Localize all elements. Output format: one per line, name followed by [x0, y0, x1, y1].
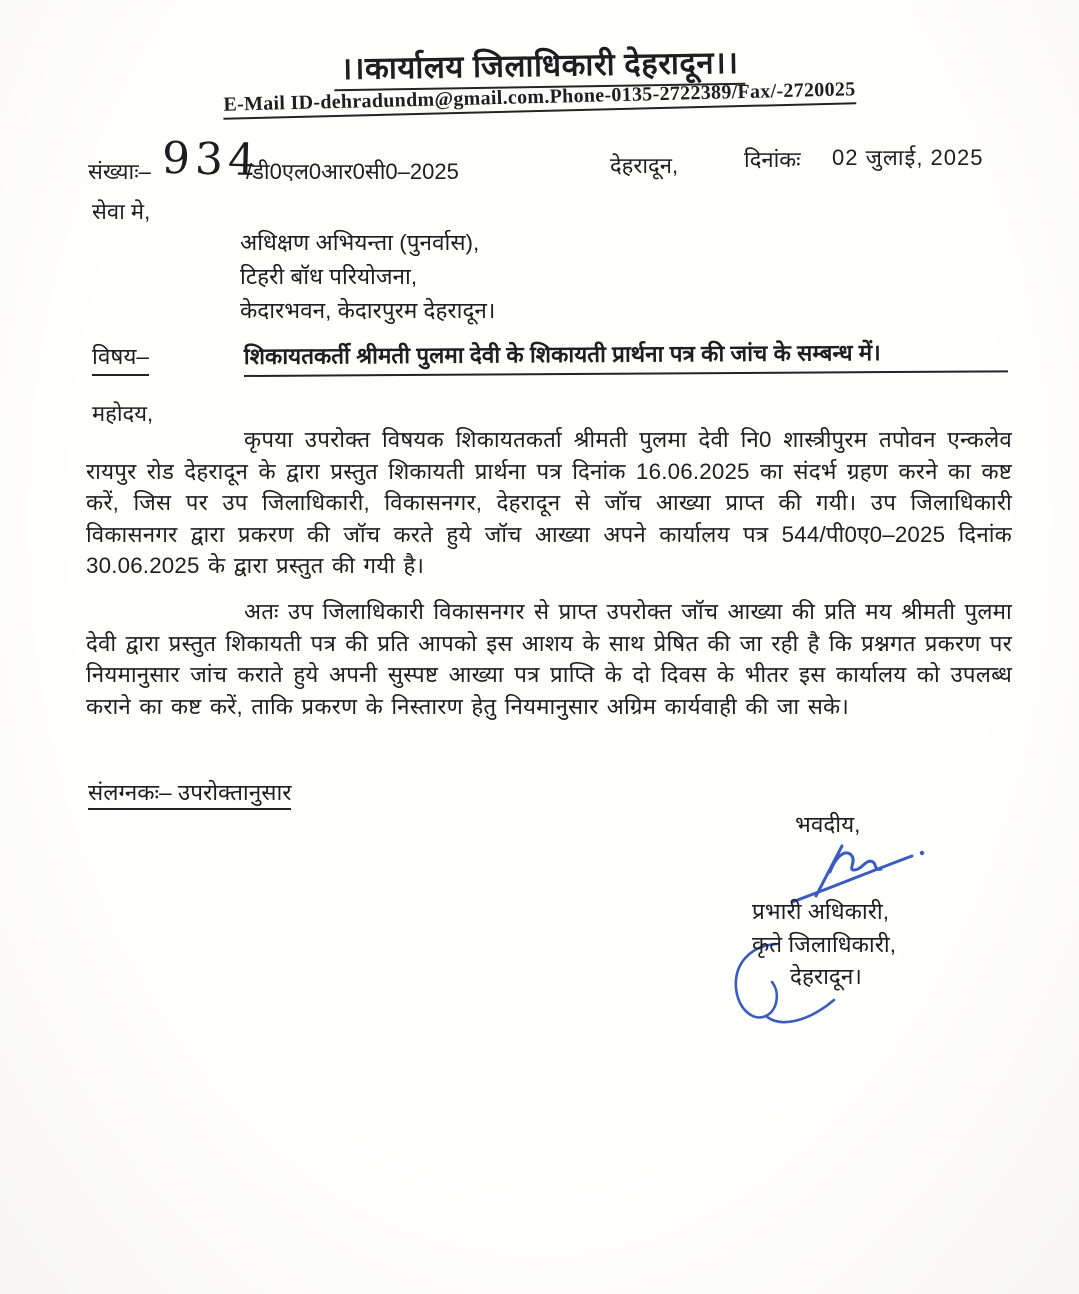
- closing-word: भवदीय,: [795, 812, 861, 837]
- reference-number-handwritten: 934: [161, 132, 262, 187]
- signatory-line: प्रभारी अधिकारी,: [752, 899, 889, 924]
- reference-number-label: संख्याः–: [88, 159, 151, 184]
- enclosure-value: उपरोक्तानुसार: [177, 780, 292, 805]
- addressee-line: टिहरी बॉध परियोजना,: [240, 264, 418, 289]
- addressee-block: [240, 226, 495, 328]
- salutation-to: सेवा मे,: [92, 199, 151, 224]
- office-title-text: ।।कार्यालय जिलाधिकारी देहरादून।।: [334, 45, 745, 91]
- enclosure-label: संलग्नकः–: [88, 780, 172, 805]
- enclosure-line: [88, 776, 291, 807]
- date-label: दिनांकः: [744, 147, 801, 172]
- reference-place: देहरादून,: [610, 153, 679, 178]
- greeting: महोदय,: [92, 401, 154, 426]
- body-paragraph-2: अतः उप जिलाधिकारी विकासनगर से प्राप्त उपरोक्त जॉच आख्या की प्रति मय श्रीमती पुलमा देवी द्वारा प्रस्तुत शिकायती पत्र की प्रति आपको इस आशय के साथ प्रेषित की जा रही है कि प्रश्नगत प्रकरण पर नियमानुसार जांच कराते हुये अपनी सुस्पष्ट आख्या पत्र प्राप्ति के दो दिवस के भीतर इस कार्यालय को उपलब्ध कराने का कष्ट करें, ताकि प्रकरण के निस्तारण हेतु नियमानुसार अग्रिम कार्यवाही की जा सके।: [86, 599, 1012, 719]
- addressee-line: अधिक्षण अभियन्ता (पुनर्वास),: [240, 230, 480, 255]
- subject-text: शिकायतकर्ती श्रीमती पुलमा देवी के शिकायती प्रार्थना पत्र की जांच के सम्बन्ध में।: [244, 335, 1008, 377]
- date-value: 02 जुलाई, 2025: [832, 145, 984, 170]
- addressee-line: केदारभवन, केदारपुरम देहरादून।: [240, 298, 496, 323]
- reference-row: [88, 132, 1000, 200]
- subject-label: विषय–: [92, 340, 149, 376]
- signatory-line: देहरादून।: [790, 964, 862, 989]
- body-paragraph-1: कृपया उपरोक्त विषयक शिकायतकर्ता श्रीमती पुलमा देवी नि0 शास्त्रीपुरम तपोवन एन्कलेव रायपुर रोड देहरादून के द्वारा प्रस्तुत शिकायती प्रार्थना पत्र दिनांक 16.06.2025 का संदर्भ ग्रहण करने का कष्ट करें, जिस पर उप जिलाधिकारी, विकासनगर, देहरादून से जॉच आख्या प्राप्त की गयी। उप जिलाधिकारी विकासनगर द्वारा प्रकरण की जॉच करते हुये जॉच आख्या अपने कार्यालय पत्र 544/पी0ए0–2025 दिनांक 30.06.2025 के द्वारा प्रस्तुत की गयी है।: [86, 427, 1012, 578]
- reference-number-suffix: /डी0एल0आर0सी0–2025: [246, 159, 459, 184]
- contact-line-text: E-Mail ID-dehradundm@gmail.com.Phone-0135-2722389/Fax/-2720025: [223, 78, 856, 119]
- signatory-line: कृते जिलाधिकारी,: [752, 931, 897, 957]
- signatory-block: [752, 896, 896, 994]
- subject-row: [92, 340, 1008, 376]
- enclosure-text: [88, 780, 291, 810]
